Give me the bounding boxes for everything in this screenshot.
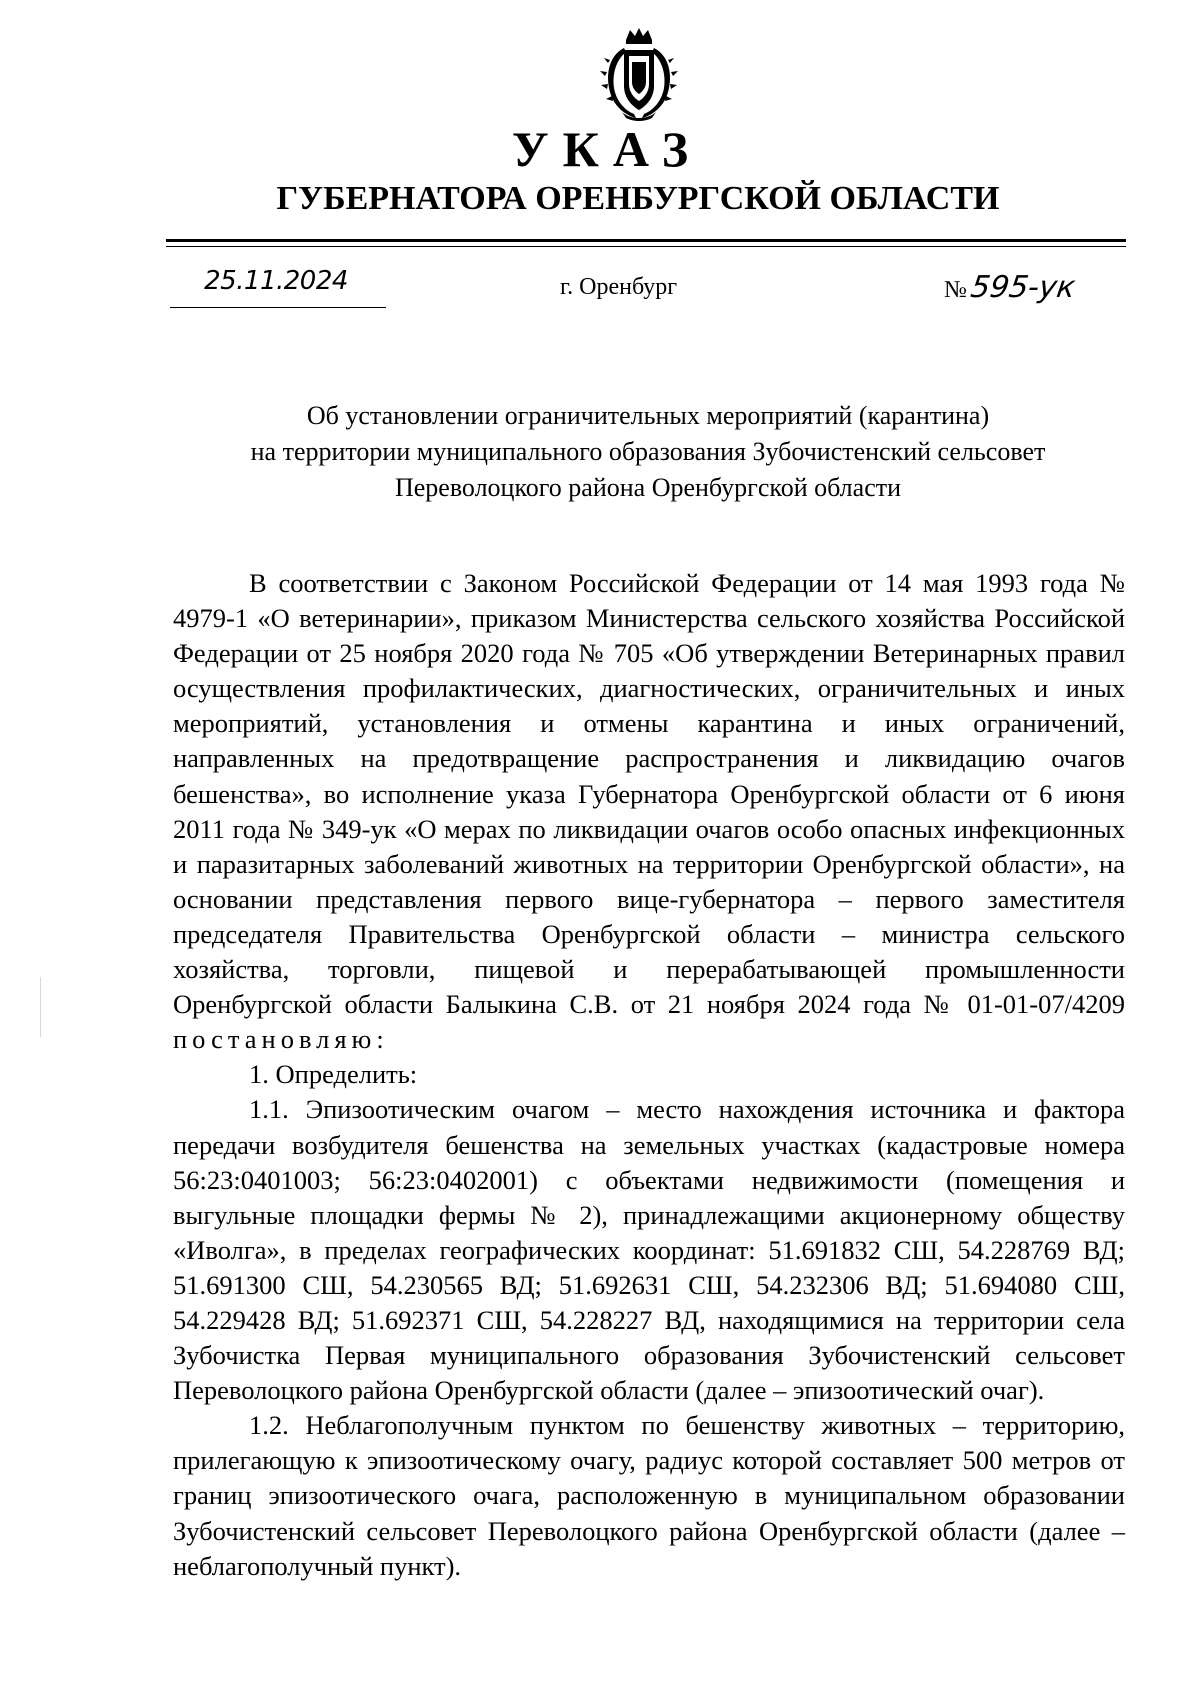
date-underline xyxy=(170,307,386,308)
scan-margin-mark xyxy=(40,977,41,1037)
preamble-text: В соответствии с Законом Российской Федерации от 14 мая 1993 года № 4979-1 «О ветеринарии», приказом Министерства сельского хозяйства Российской Федерации от 25 ноября 2020 года № 705 «Об утверждении Ветеринарных правил осуществления профилактических, диагностических, ограничительных и иных мероприятий, установления и отмены карантина и иных ограничений, направленных на предотвращение распространения и ликвидацию очагов бешенства», во исполнение указа Губернатора Оренбургской области от 6 июня 2011 года № 349-ук «О мерах по ликвидации очагов особо опасных инфекционных и паразитарных заболеваний животных на территории Оренбургской области», на основании представления первого вице-губернатора – первого заместителя председателя Правительства Оренбургской области – министра сельского хозяйства, торговли, пищевой и перерабатывающей промышленности Оренбургской области Балыкина С.В. от 21 ноября 2024 года № 01-01-07/4209 xyxy=(173,568,1125,1020)
handwritten-number: 595-ук xyxy=(968,270,1078,305)
document-subtitle: ГУБЕРНАТОРА ОРЕНБУРГСКОЙ ОБЛАСТИ xyxy=(276,180,1000,217)
document-title: УКАЗ xyxy=(511,121,703,177)
preamble-paragraph xyxy=(173,566,1125,1057)
coat-of-arms-emblem-icon xyxy=(596,26,682,122)
heading-line: на территории муниципального образования Зубочистенский сельсовет xyxy=(250,437,1046,466)
number-sign: № xyxy=(944,277,967,303)
decree-heading xyxy=(170,398,1126,506)
decree-body xyxy=(173,566,1125,1584)
item-1-2: 1.2. Неблагополучным пунктом по бешенству животных – территорию, прилегающую к эпизоотическому очагу, радиус которой составляет 500 метров от границ эпизоотического очага, расположенную в муниципальном образовании Зубочистенский сельсовет Переволоцкого района Оренбургской области (далее – неблагополучный пункт). xyxy=(173,1410,1125,1581)
heading-line: Переволоцкого района Оренбургской области xyxy=(394,473,902,502)
item-1-1: 1.1. Эпизоотическим очагом – место нахождения источника и фактора передачи возбудителя бешенства на земельных участках (кадастровые номера 56:23:0401003; 56:23:0402001) с объектами недвижимости (помещения и выгульные площадки фермы № 2), принадлежащими акционерному обществу «Иволга», в пределах географических координат: 51.691832 СШ, 54.228769 ВД; 51.691300 СШ, 54.230565 ВД; 51.692631 СШ, 54.232306 ВД; 51.694080 СШ, 54.229428 ВД; 51.692371 СШ, 54.228227 ВД, находящимися на территории села Зубочистка Первая муниципального образования Зубочистенский сельсовет Переволоцкого района Оренбургской области (далее – эпизоотический очаг). xyxy=(173,1094,1125,1406)
heading-line: Об установлении ограничительных мероприятий (карантина) xyxy=(306,401,990,430)
city-label: г. Оренбург xyxy=(560,274,678,300)
decree-number xyxy=(944,270,1078,305)
header-divider-thin xyxy=(166,246,1126,247)
decree-word: постановляю: xyxy=(173,1024,389,1055)
item-1: 1. Определить: xyxy=(249,1059,418,1090)
handwritten-date: 25.11.2024 xyxy=(204,266,348,296)
header-divider-thick xyxy=(166,239,1126,242)
